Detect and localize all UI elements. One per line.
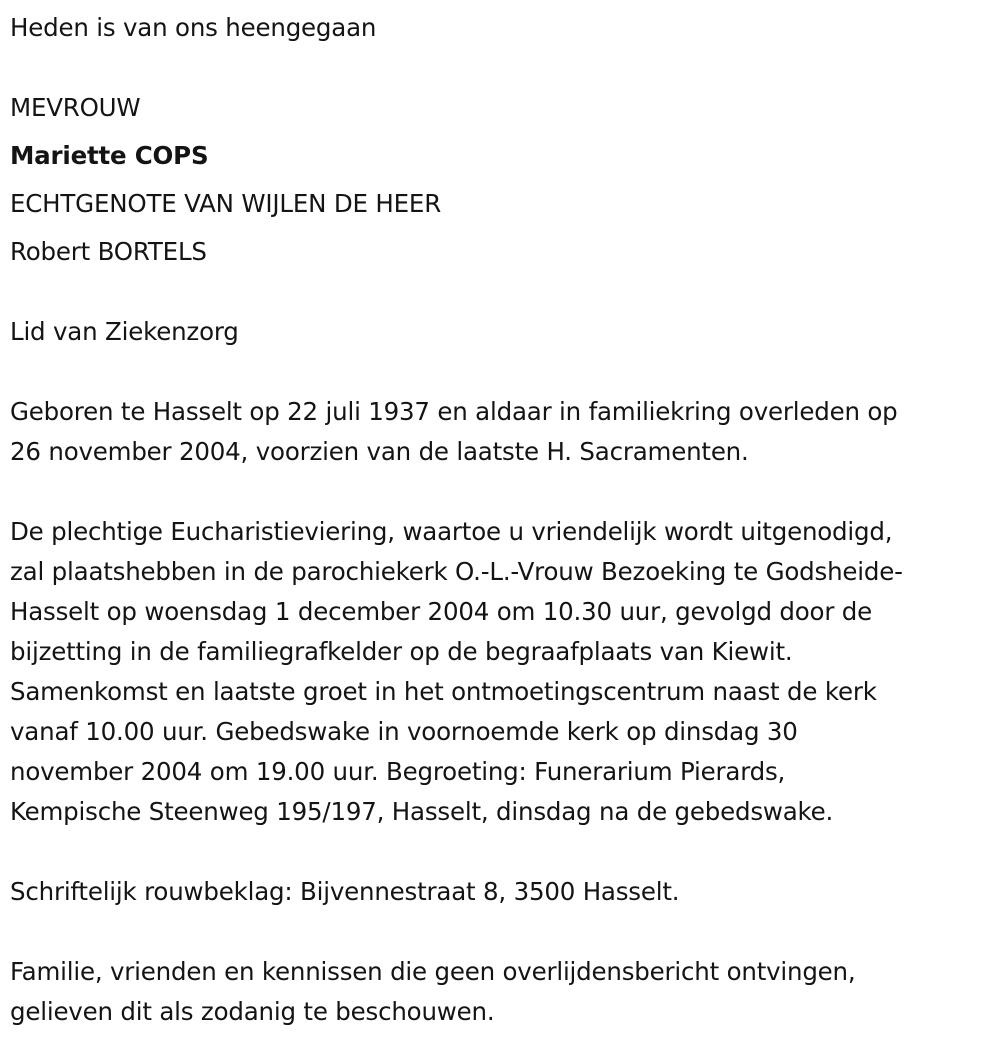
paragraph-line: Samenkomst en laatste groet in het ontmoetingscentrum naast de kerk bbox=[10, 677, 877, 706]
paragraph-line: bijzetting in de familiegrafkelder op de begraafplaats van Kiewit. bbox=[10, 637, 793, 666]
title-prefix: MEVROUW bbox=[10, 93, 141, 122]
spouse-name: Robert BORTELS bbox=[10, 237, 207, 266]
relation-line: ECHTGENOTE VAN WIJLEN DE HEER bbox=[10, 189, 442, 218]
deceased-name: Mariette COPS bbox=[10, 141, 209, 170]
paragraph-line: Hasselt op woensdag 1 december 2004 om 10.30 uur, gevolgd door de bbox=[10, 597, 873, 626]
intro-line: Heden is van ons heengegaan bbox=[10, 13, 377, 42]
paragraph-line: zal plaatshebben in de parochiekerk O.-L.-Vrouw Bezoeking te Godsheide- bbox=[10, 557, 903, 586]
closing-paragraph bbox=[10, 952, 990, 1032]
paragraph-line: Kempische Steenweg 195/197, Hasselt, dinsdag na de gebedswake. bbox=[10, 797, 834, 826]
paragraph-line: 26 november 2004, voorzien van de laatste H. Sacramenten. bbox=[10, 437, 749, 466]
paragraph-line: Familie, vrienden en kennissen die geen overlijdensbericht ontvingen, bbox=[10, 957, 856, 986]
membership-line: Lid van Ziekenzorg bbox=[10, 317, 239, 346]
ceremony-paragraph bbox=[10, 512, 990, 832]
paragraph-line: Geboren te Hasselt op 22 juli 1937 en aldaar in familiekring overleden op bbox=[10, 397, 898, 426]
condolence-address: Schriftelijk rouwbeklag: Bijvennestraat 8, 3500 Hasselt. bbox=[10, 877, 680, 906]
birth-death-paragraph bbox=[10, 392, 990, 472]
paragraph-line: vanaf 10.00 uur. Gebedswake in voornoemde kerk op dinsdag 30 bbox=[10, 717, 798, 746]
paragraph-line: gelieven dit als zodanig te beschouwen. bbox=[10, 997, 495, 1026]
paragraph-line: De plechtige Eucharistieviering, waartoe u vriendelijk wordt uitgenodigd, bbox=[10, 517, 893, 546]
paragraph-line: november 2004 om 19.00 uur. Begroeting: Funerarium Pierards, bbox=[10, 757, 786, 786]
